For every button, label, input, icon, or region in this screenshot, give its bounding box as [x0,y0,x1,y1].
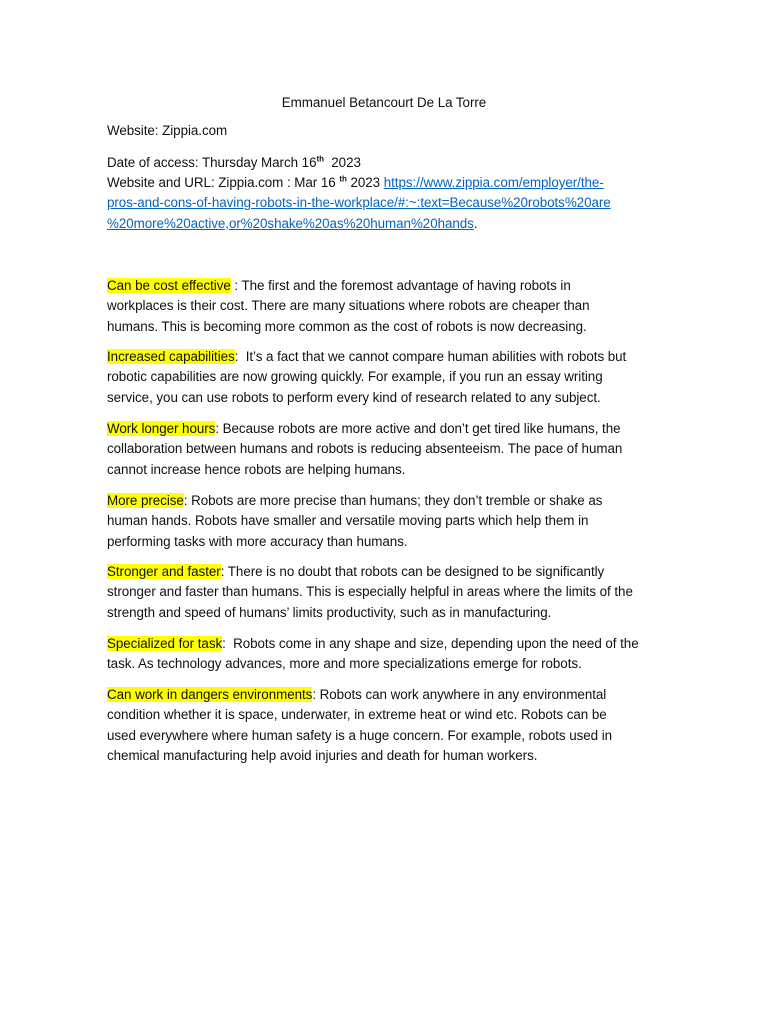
date-superscript: th [316,154,324,164]
paragraph-line: used everywhere where human safety is a huge concern. For example, robots used in [107,727,613,743]
paragraph-line: workplaces is their cost. There are many situations where robots are cheaper than [107,298,590,314]
paragraph-line: strength and speed of humans’ limits productivity, such as in manufacturing. [107,604,552,620]
paragraph-line: stronger and faster than humans. This is especially helpful in areas where the limits of the [107,584,633,600]
url-superscript: th [339,174,347,184]
highlighted-heading: Work longer hours [107,421,216,436]
paragraph-line: : It’s a fact that we cannot compare human abilities with robots but [234,349,627,364]
paragraph-line: cannot increase hence robots are helping humans. [107,461,406,477]
website-url-block [107,173,667,234]
paragraph-line: chemical manufacturing help avoid injuries and death for human workers. [107,748,538,764]
highlighted-heading: Specialized for task [107,636,223,651]
paragraph-line: condition whether it is space, underwater, in extreme heat or wind etc. Robots can be [107,707,607,723]
paragraph-line: : Because robots are more active and don’t get tired like humans, the [215,421,621,436]
date-of-access-line [107,153,667,173]
paragraph-more-precise [107,491,657,552]
highlighted-heading: More precise [107,493,184,508]
url-prefix: Website and URL: Zippia.com : Mar 16 [107,175,340,190]
date-suffix: 2023 [323,155,361,170]
paragraph-work-longer-hours [107,419,657,480]
paragraph-line: human hands. Robots have smaller and versatile moving parts which help them in [107,513,589,529]
paragraph-line: : Robots come in any shape and size, depending upon the need of the [222,636,639,651]
source-link-part-3[interactable]: %20more%20active,or%20shake%20as%20human%20hands [107,215,474,231]
paragraph-stronger-and-faster [107,562,657,623]
source-link-part-1[interactable]: https://www.zippia.com/employer/the- [383,175,604,190]
url-trailing-period: . [473,215,478,231]
date-prefix: Date of access: Thursday March 16 [107,155,317,170]
paragraph-line: : Robots are more precise than humans; they don’t tremble or shake as [183,493,603,508]
paragraph-line: collaboration between humans and robots is reducing absenteeism. The pace of human [107,441,623,457]
paragraph-line: performing tasks with more accuracy than humans. [107,533,408,549]
website-line: Website: Zippia.com [107,123,228,138]
paragraph-line: : The first and the foremost advantage of having robots in [230,278,571,293]
paragraph-increased-capabilities [107,347,657,408]
highlighted-heading: Can work in dangers environments [107,687,313,702]
paragraph-specialized-for-task [107,634,657,675]
url-line-3 [107,214,667,234]
highlighted-heading: Can be cost effective [107,278,231,293]
highlighted-heading: Increased capabilities [107,349,235,364]
author-name: Emmanuel Betancourt De La Torre [281,95,487,110]
source-link-part-2[interactable]: pros-and-cons-of-having-robots-in-the-workplace/#:~:text=Because%20robots%20are [107,195,611,211]
paragraph-line: task. As technology advances, more and more specializations emerge for robots. [107,656,582,672]
paragraph-cost-effective [107,276,657,337]
paragraph-dangerous-environments [107,685,657,767]
highlighted-heading: Stronger and faster [107,564,221,579]
url-line-2 [107,193,667,213]
paragraph-line: : Robots can work anywhere in any environmental [312,687,607,702]
paragraph-line: service, you can use robots to perform every kind of research related to any subject. [107,389,601,405]
url-suffix: 2023 [346,175,384,190]
paragraph-line: humans. This is becoming more common as the cost of robots is now decreasing. [107,318,587,334]
paragraph-line: : There is no doubt that robots can be designed to be significantly [220,564,605,579]
paragraph-line: robotic capabilities are now growing quickly. For example, if you run an essay writing [107,369,603,385]
url-line-1 [107,173,667,193]
